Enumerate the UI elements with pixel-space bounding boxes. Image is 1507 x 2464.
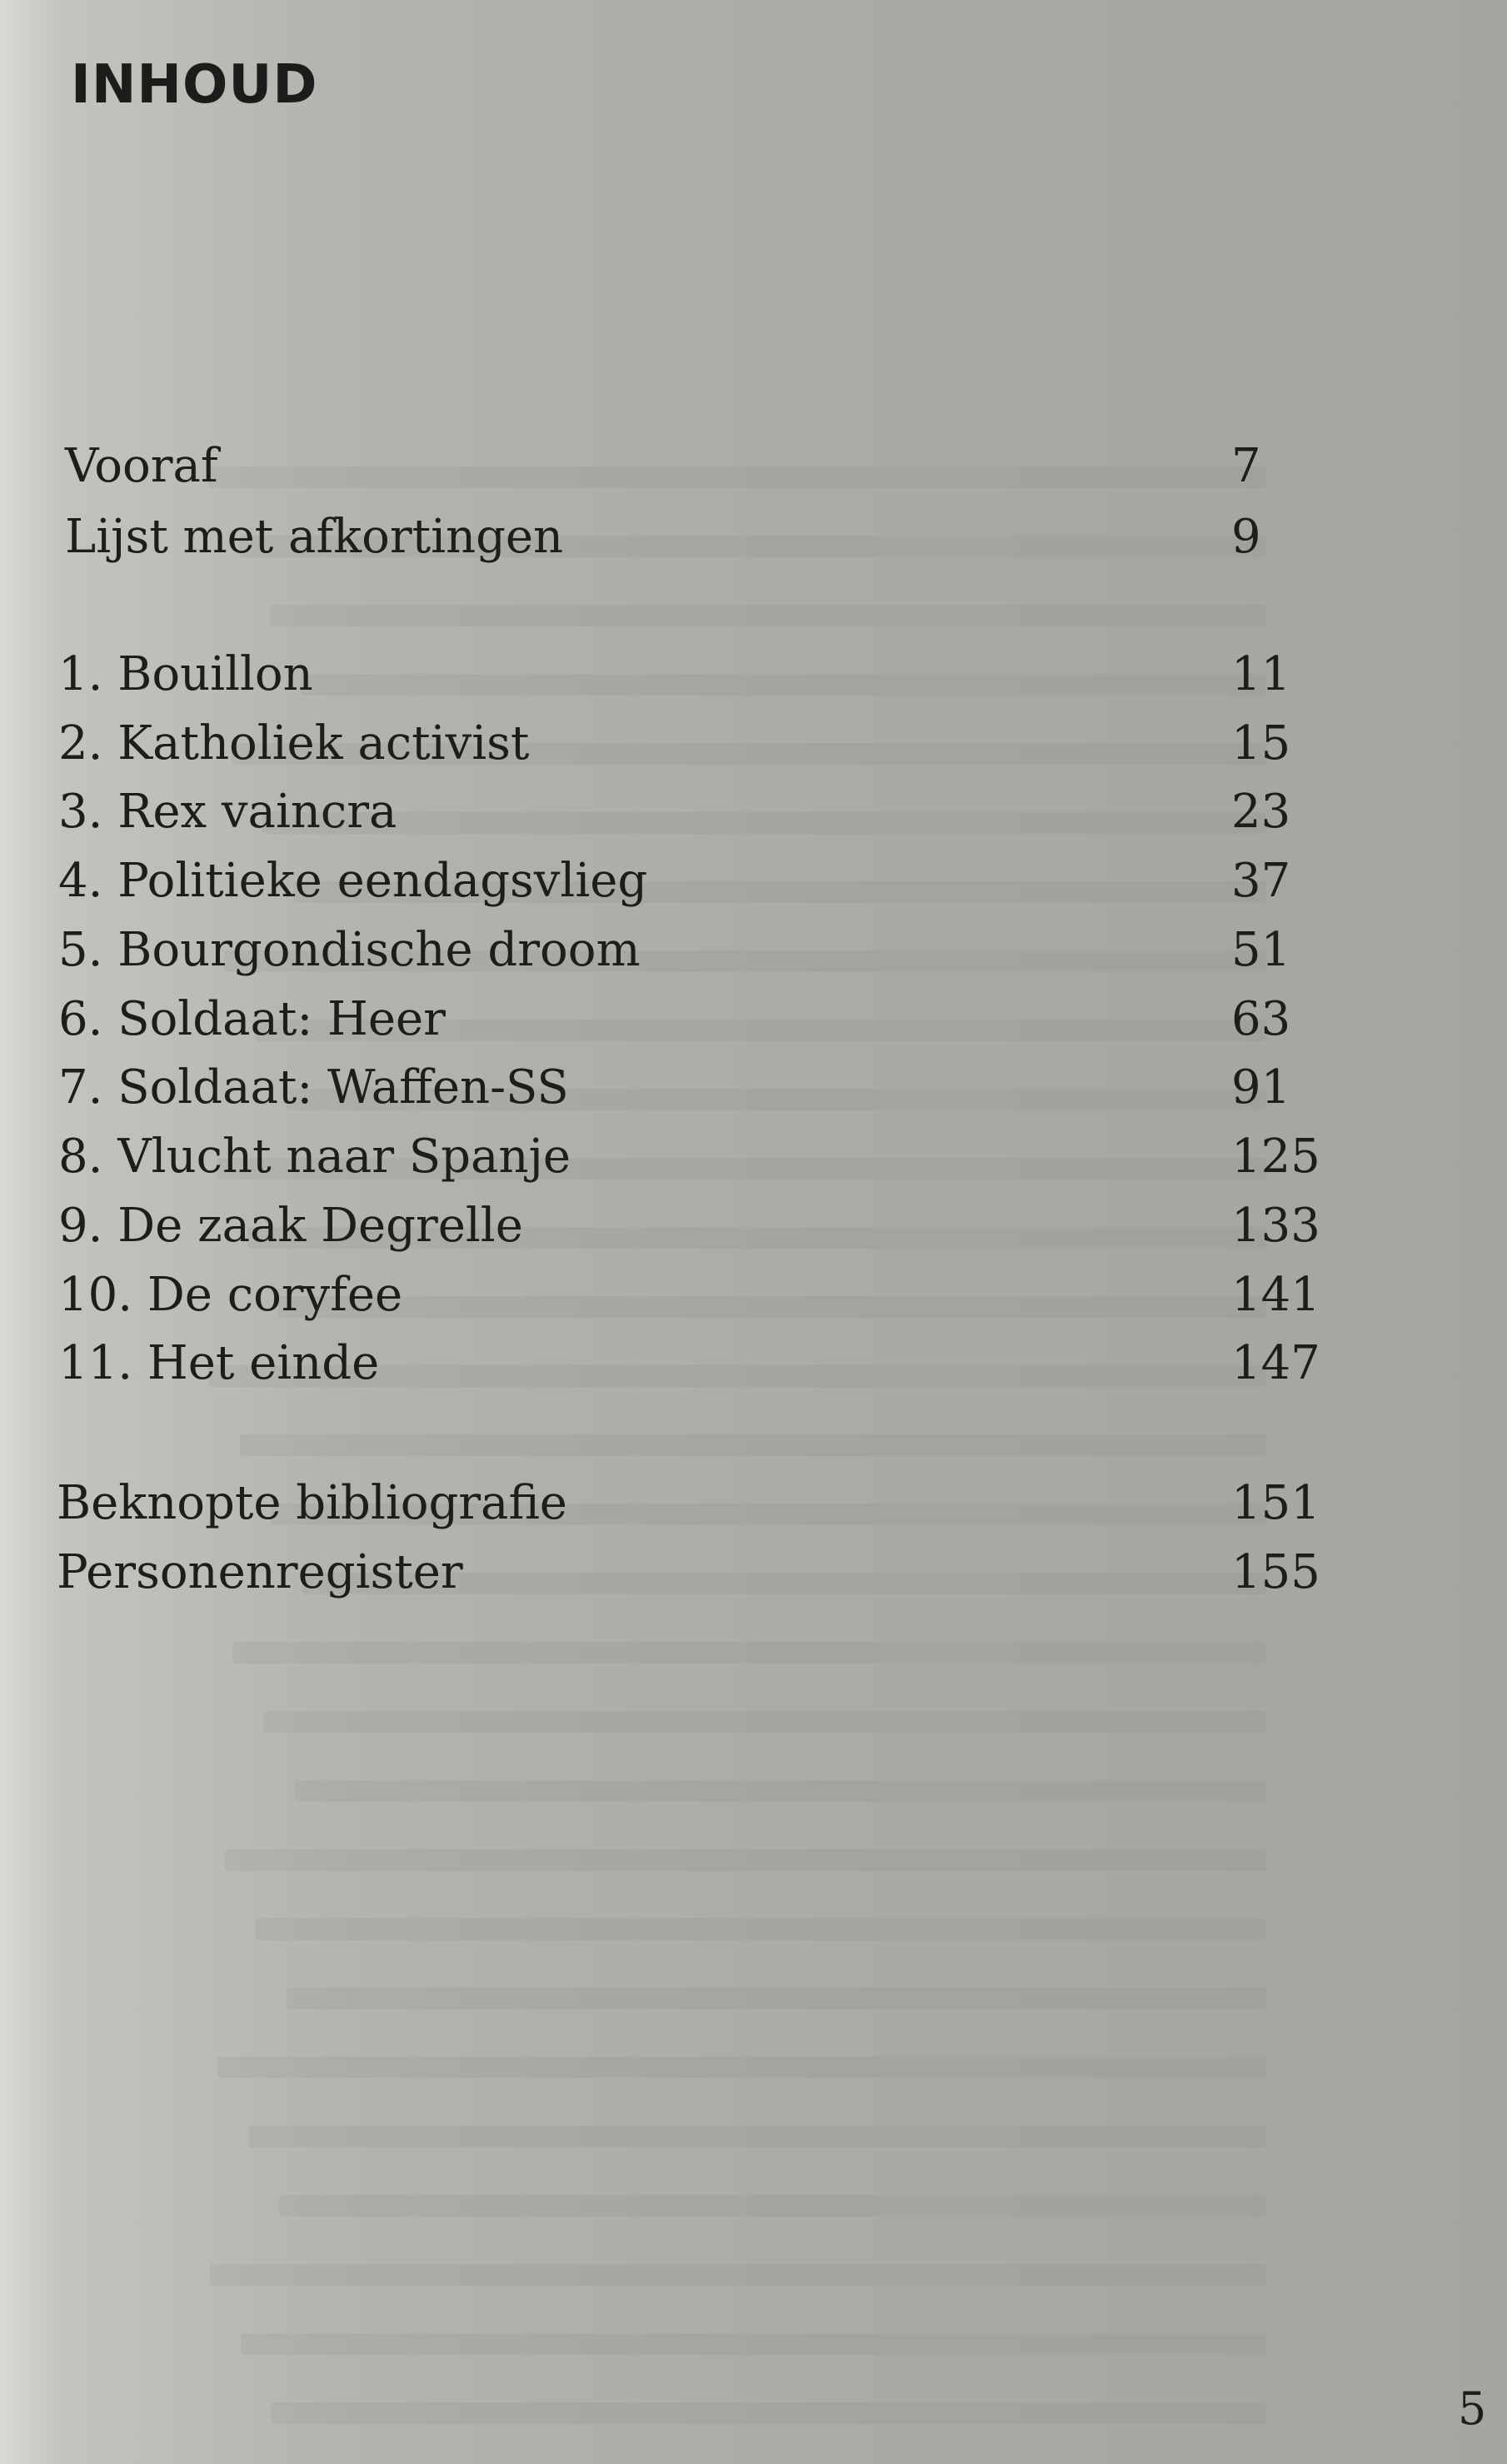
toc-entry xyxy=(57,1470,1416,1537)
toc-entry-title: 1. Bouillon xyxy=(58,647,313,701)
toc-entry-title: 5. Bourgondische droom xyxy=(58,923,641,977)
toc-entry xyxy=(65,433,1416,500)
toc-entry xyxy=(57,1539,1416,1606)
toc-entry-page: 151 xyxy=(1231,1476,1320,1530)
toc-entry-page: 133 xyxy=(1231,1199,1320,1253)
toc-entry-title: 3. Rex vaincra xyxy=(58,785,397,839)
toc-entry xyxy=(58,779,1416,845)
toc-entry-page: 125 xyxy=(1231,1130,1320,1184)
toc-entry xyxy=(58,1124,1416,1190)
toc-entry-title: 7. Soldaat: Waffen-SS xyxy=(58,1060,569,1115)
toc-entry-title: 11. Het einde xyxy=(58,1336,380,1390)
toc-entry-title: 2. Katholiek activist xyxy=(58,716,530,771)
toc-entry-page: 37 xyxy=(1231,854,1291,908)
toc-entry-title: Beknopte bibliografie xyxy=(57,1476,567,1530)
toc-entry xyxy=(58,1055,1416,1121)
toc-entry-page: 15 xyxy=(1231,716,1291,771)
toc-entry-page: 147 xyxy=(1231,1336,1320,1390)
toc-entry-title: 4. Politieke eendagsvlieg xyxy=(58,854,648,908)
toc-entry xyxy=(65,504,1416,571)
toc-entry xyxy=(58,917,1416,984)
toc-entry-title: Lijst met afkortingen xyxy=(65,510,564,564)
toc-entry-page: 7 xyxy=(1231,439,1261,493)
toc-entry-page: 11 xyxy=(1231,647,1291,701)
toc-entry-page: 63 xyxy=(1231,992,1291,1046)
toc-entry-page: 141 xyxy=(1231,1268,1320,1322)
toc-entry-title: 10. De coryfee xyxy=(58,1268,403,1322)
toc-entry xyxy=(58,986,1416,1053)
toc-heading: INHOUD xyxy=(71,54,318,116)
toc-entry-page: 51 xyxy=(1231,923,1291,977)
toc-entry xyxy=(58,1330,1416,1397)
toc-entry xyxy=(58,848,1416,915)
toc-entry-page: 91 xyxy=(1231,1060,1291,1115)
toc-entry-page: 23 xyxy=(1231,785,1291,839)
toc-entry xyxy=(58,641,1416,708)
page-number: 5 xyxy=(1458,2382,1487,2435)
toc-entry-title: 8. Vlucht naar Spanje xyxy=(58,1130,571,1184)
toc-entry-title: 9. De zaak Degrelle xyxy=(58,1199,523,1253)
toc-entry-title: Personenregister xyxy=(57,1545,463,1599)
toc-entry xyxy=(58,1262,1416,1329)
toc-entry-page: 9 xyxy=(1231,510,1261,564)
toc-entry xyxy=(58,711,1416,777)
toc-entry-title: 6. Soldaat: Heer xyxy=(58,992,446,1046)
toc-entry-title: Vooraf xyxy=(65,439,218,493)
toc-entry xyxy=(58,1193,1416,1259)
toc-entry-page: 155 xyxy=(1231,1545,1320,1599)
